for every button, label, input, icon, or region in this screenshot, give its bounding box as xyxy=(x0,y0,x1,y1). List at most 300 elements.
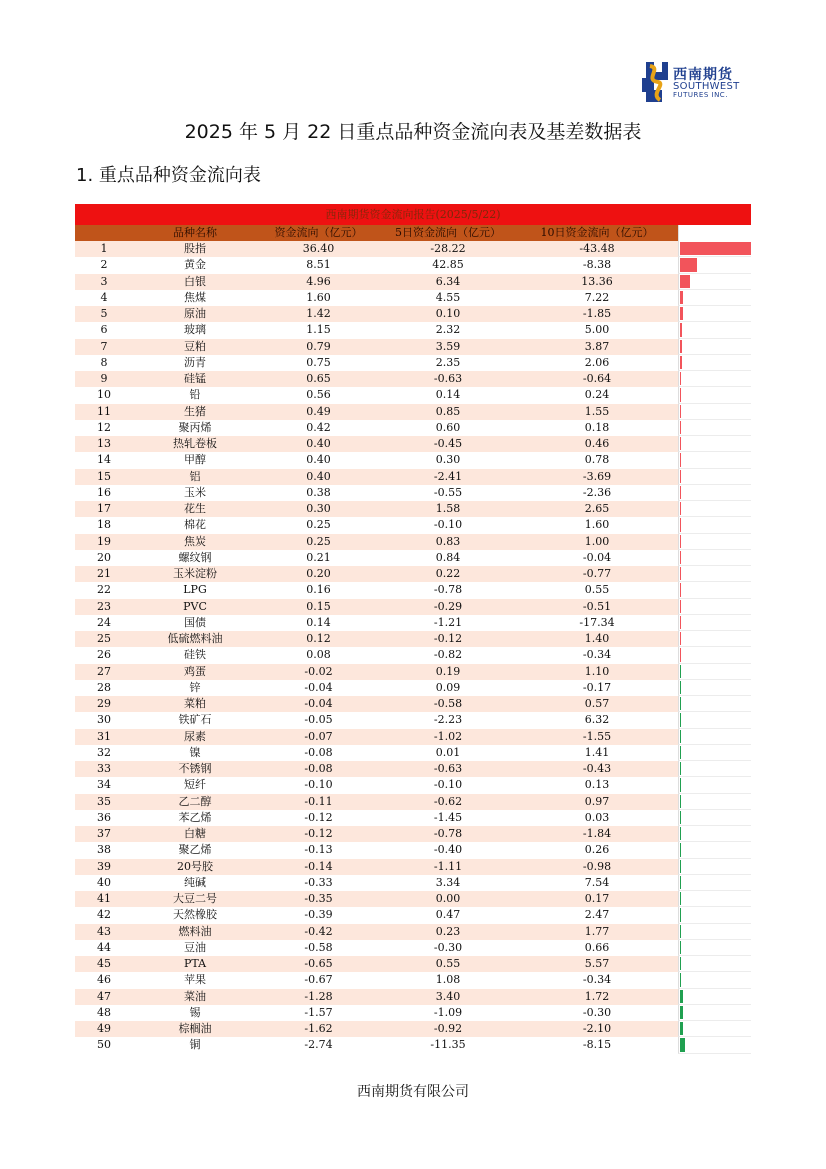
flow-bar xyxy=(680,713,681,726)
row-bar-cell xyxy=(678,322,751,338)
row-bar-cell xyxy=(678,387,751,403)
row-flow-5d: -0.45 xyxy=(380,436,516,452)
row-bar-cell xyxy=(678,566,751,582)
table-row xyxy=(75,469,751,485)
table-row xyxy=(75,501,751,517)
row-flow-1d: -0.39 xyxy=(257,907,380,923)
flow-bar xyxy=(680,1006,683,1019)
row-name: 豆油 xyxy=(133,940,257,956)
row-flow-10d: -8.38 xyxy=(516,257,678,273)
row-flow-1d: 0.38 xyxy=(257,485,380,501)
row-name: 短纤 xyxy=(133,777,257,793)
row-flow-1d: 0.65 xyxy=(257,371,380,387)
row-no: 21 xyxy=(75,566,133,582)
flow-bar xyxy=(680,892,681,905)
row-flow-1d: -1.28 xyxy=(257,989,380,1005)
row-flow-5d: -0.10 xyxy=(380,517,516,533)
row-name: 聚乙烯 xyxy=(133,842,257,858)
row-flow-5d: 3.34 xyxy=(380,875,516,891)
row-bar-cell xyxy=(678,956,751,972)
row-no: 24 xyxy=(75,615,133,631)
flow-bar xyxy=(680,551,681,564)
flow-bar xyxy=(680,567,681,580)
row-no: 9 xyxy=(75,371,133,387)
row-bar-cell xyxy=(678,241,751,257)
header-no xyxy=(75,225,133,241)
row-name: 股指 xyxy=(133,241,257,257)
row-no: 6 xyxy=(75,322,133,338)
table-row xyxy=(75,696,751,712)
row-name: 低硫燃料油 xyxy=(133,631,257,647)
row-flow-1d: 0.56 xyxy=(257,387,380,403)
row-flow-1d: 0.30 xyxy=(257,501,380,517)
footer-company: 西南期货有限公司 xyxy=(357,1084,469,1100)
row-flow-1d: -0.11 xyxy=(257,794,380,810)
row-name: 锡 xyxy=(133,1005,257,1021)
row-flow-5d: 0.60 xyxy=(380,420,516,436)
logo-english-subtext: FUTURES INC. xyxy=(673,91,728,99)
section-title: 1. 重点品种资金流向表 xyxy=(76,165,261,186)
row-no: 44 xyxy=(75,940,133,956)
row-no: 25 xyxy=(75,631,133,647)
row-flow-10d: -1.85 xyxy=(516,306,678,322)
row-no: 37 xyxy=(75,826,133,842)
logo-mark-icon xyxy=(640,60,670,104)
row-name: PTA xyxy=(133,956,257,972)
row-name: 甲醇 xyxy=(133,452,257,468)
row-flow-1d: -2.74 xyxy=(257,1037,380,1053)
fund-flow-table xyxy=(75,204,751,1054)
row-no: 7 xyxy=(75,339,133,355)
row-name: 不锈钢 xyxy=(133,761,257,777)
row-flow-5d: -0.30 xyxy=(380,940,516,956)
flow-bar xyxy=(680,908,681,921)
row-flow-1d: 0.40 xyxy=(257,436,380,452)
row-flow-1d: 0.25 xyxy=(257,517,380,533)
row-flow-10d: 0.46 xyxy=(516,436,678,452)
table-row xyxy=(75,420,751,436)
row-name: 镍 xyxy=(133,745,257,761)
row-flow-1d: -0.58 xyxy=(257,940,380,956)
row-flow-5d: -0.82 xyxy=(380,647,516,663)
row-name: 花生 xyxy=(133,501,257,517)
row-flow-10d: 0.26 xyxy=(516,842,678,858)
flow-bar xyxy=(680,437,681,450)
flow-bar xyxy=(680,827,681,840)
flow-bar xyxy=(680,1022,683,1035)
row-flow-10d: 1.00 xyxy=(516,534,678,550)
row-flow-10d: -0.43 xyxy=(516,761,678,777)
row-name: 乙二醇 xyxy=(133,794,257,810)
flow-bar xyxy=(680,405,681,418)
table-row xyxy=(75,615,751,631)
row-name: 原油 xyxy=(133,306,257,322)
flow-bar xyxy=(680,795,681,808)
flow-bar xyxy=(680,990,683,1003)
row-no: 15 xyxy=(75,469,133,485)
table-row xyxy=(75,436,751,452)
flow-bar xyxy=(680,470,681,483)
table-row xyxy=(75,875,751,891)
row-bar-cell xyxy=(678,972,751,988)
row-flow-5d: 3.40 xyxy=(380,989,516,1005)
row-no: 5 xyxy=(75,306,133,322)
report-title: 西南期货资金流向报告(2025/5/22) xyxy=(75,204,751,225)
row-no: 31 xyxy=(75,729,133,745)
row-flow-1d: -1.57 xyxy=(257,1005,380,1021)
row-flow-5d: 6.34 xyxy=(380,274,516,290)
table-row xyxy=(75,810,751,826)
row-name: 玉米淀粉 xyxy=(133,566,257,582)
table-row xyxy=(75,290,751,306)
row-no: 16 xyxy=(75,485,133,501)
flow-bar xyxy=(680,632,681,645)
flow-bar xyxy=(680,421,681,434)
flow-bar xyxy=(680,811,681,824)
row-flow-5d: -1.02 xyxy=(380,729,516,745)
row-no: 20 xyxy=(75,550,133,566)
row-flow-5d: 0.55 xyxy=(380,956,516,972)
row-flow-5d: 0.84 xyxy=(380,550,516,566)
row-bar-cell xyxy=(678,420,751,436)
row-bar-cell xyxy=(678,550,751,566)
row-no: 11 xyxy=(75,404,133,420)
table-row xyxy=(75,274,751,290)
row-flow-1d: -0.04 xyxy=(257,680,380,696)
row-name: 螺纹钢 xyxy=(133,550,257,566)
row-bar-cell xyxy=(678,989,751,1005)
flow-bar xyxy=(680,518,681,531)
row-flow-1d: -0.08 xyxy=(257,745,380,761)
row-no: 18 xyxy=(75,517,133,533)
flow-bar xyxy=(680,973,681,986)
table-row xyxy=(75,761,751,777)
flow-bar xyxy=(680,681,681,694)
flow-bar xyxy=(680,697,681,710)
row-no: 10 xyxy=(75,387,133,403)
flow-bar xyxy=(680,258,697,271)
row-flow-5d: 1.08 xyxy=(380,972,516,988)
row-flow-10d: 6.32 xyxy=(516,712,678,728)
flow-bar xyxy=(680,843,681,856)
row-no: 38 xyxy=(75,842,133,858)
row-flow-10d: 5.00 xyxy=(516,322,678,338)
row-no: 27 xyxy=(75,664,133,680)
header-name: 品种名称 xyxy=(173,226,217,239)
flow-bar xyxy=(680,535,681,548)
row-flow-10d: 0.66 xyxy=(516,940,678,956)
table-row xyxy=(75,680,751,696)
row-bar-cell xyxy=(678,355,751,371)
table-row xyxy=(75,517,751,533)
row-name: 玉米 xyxy=(133,485,257,501)
row-bar-cell xyxy=(678,306,751,322)
row-bar-cell xyxy=(678,534,751,550)
table-row xyxy=(75,387,751,403)
row-bar-cell xyxy=(678,371,751,387)
row-bar-cell xyxy=(678,907,751,923)
row-name: 铁矿石 xyxy=(133,712,257,728)
row-flow-10d: -43.48 xyxy=(516,241,678,257)
row-flow-1d: 0.40 xyxy=(257,452,380,468)
row-flow-5d: -11.35 xyxy=(380,1037,516,1053)
row-flow-1d: 1.42 xyxy=(257,306,380,322)
table-row xyxy=(75,322,751,338)
row-flow-10d: 5.57 xyxy=(516,956,678,972)
row-name: 黄金 xyxy=(133,257,257,273)
row-flow-1d: 36.40 xyxy=(257,241,380,257)
row-bar-cell xyxy=(678,436,751,452)
row-flow-5d: 0.09 xyxy=(380,680,516,696)
table-row xyxy=(75,826,751,842)
row-name: 铅 xyxy=(133,387,257,403)
row-name: 大豆二号 xyxy=(133,891,257,907)
table-row xyxy=(75,582,751,598)
row-bar-cell xyxy=(678,712,751,728)
row-flow-1d: -0.67 xyxy=(257,972,380,988)
row-no: 23 xyxy=(75,599,133,615)
row-name: 生猪 xyxy=(133,404,257,420)
flow-bar xyxy=(680,340,682,353)
row-flow-5d: 1.58 xyxy=(380,501,516,517)
row-bar-cell xyxy=(678,924,751,940)
row-flow-1d: -0.10 xyxy=(257,777,380,793)
row-flow-1d: -0.13 xyxy=(257,842,380,858)
row-bar-cell xyxy=(678,826,751,842)
row-flow-5d: 2.35 xyxy=(380,355,516,371)
row-flow-5d: -2.41 xyxy=(380,469,516,485)
row-flow-5d: 0.01 xyxy=(380,745,516,761)
row-flow-10d: 0.03 xyxy=(516,810,678,826)
row-name: 硅锰 xyxy=(133,371,257,387)
row-flow-10d: 3.87 xyxy=(516,339,678,355)
row-flow-1d: 0.14 xyxy=(257,615,380,631)
row-no: 34 xyxy=(75,777,133,793)
row-name: 纯碱 xyxy=(133,875,257,891)
table-row xyxy=(75,1005,751,1021)
row-flow-10d: 0.18 xyxy=(516,420,678,436)
row-flow-1d: -0.04 xyxy=(257,696,380,712)
row-bar-cell xyxy=(678,274,751,290)
table-row xyxy=(75,842,751,858)
row-no: 42 xyxy=(75,907,133,923)
row-flow-5d: -0.63 xyxy=(380,371,516,387)
row-flow-10d: -0.98 xyxy=(516,859,678,875)
row-flow-5d: -1.45 xyxy=(380,810,516,826)
row-flow-10d: 1.60 xyxy=(516,517,678,533)
row-flow-10d: -2.10 xyxy=(516,1021,678,1037)
flow-bar xyxy=(680,925,681,938)
flow-bar xyxy=(680,502,681,515)
logo-chinese-text: 西南期货 xyxy=(673,67,733,83)
row-flow-10d: 0.78 xyxy=(516,452,678,468)
table-row xyxy=(75,257,751,273)
table-row xyxy=(75,972,751,988)
row-bar-cell xyxy=(678,777,751,793)
row-flow-10d: -0.17 xyxy=(516,680,678,696)
row-flow-1d: 0.79 xyxy=(257,339,380,355)
table-row xyxy=(75,599,751,615)
row-no: 41 xyxy=(75,891,133,907)
flow-bar xyxy=(680,486,681,499)
row-flow-5d: -0.40 xyxy=(380,842,516,858)
row-flow-1d: 0.08 xyxy=(257,647,380,663)
row-name: 天然橡胶 xyxy=(133,907,257,923)
row-name: 棉花 xyxy=(133,517,257,533)
row-flow-1d: -0.42 xyxy=(257,924,380,940)
flow-bar xyxy=(680,356,682,369)
row-flow-1d: -1.62 xyxy=(257,1021,380,1037)
row-flow-10d: -0.51 xyxy=(516,599,678,615)
row-no: 32 xyxy=(75,745,133,761)
row-flow-5d: -28.22 xyxy=(380,241,516,257)
row-flow-10d: 2.65 xyxy=(516,501,678,517)
row-bar-cell xyxy=(678,582,751,598)
row-bar-cell xyxy=(678,647,751,663)
row-no: 2 xyxy=(75,257,133,273)
table-row xyxy=(75,339,751,355)
row-no: 4 xyxy=(75,290,133,306)
flow-bar xyxy=(680,876,681,889)
row-flow-1d: 0.42 xyxy=(257,420,380,436)
row-no: 36 xyxy=(75,810,133,826)
row-flow-5d: -0.92 xyxy=(380,1021,516,1037)
row-bar-cell xyxy=(678,875,751,891)
row-flow-1d: 0.16 xyxy=(257,582,380,598)
row-no: 46 xyxy=(75,972,133,988)
row-flow-10d: -1.55 xyxy=(516,729,678,745)
row-bar-cell xyxy=(678,1037,751,1053)
row-no: 49 xyxy=(75,1021,133,1037)
table-row xyxy=(75,891,751,907)
row-bar-cell xyxy=(678,1005,751,1021)
row-name: 国债 xyxy=(133,615,257,631)
row-flow-5d: -1.11 xyxy=(380,859,516,875)
row-bar-cell xyxy=(678,891,751,907)
row-flow-5d: -0.29 xyxy=(380,599,516,615)
header-flow-5d: 5日资金流向（亿元） xyxy=(395,226,501,239)
row-name: 菜粕 xyxy=(133,696,257,712)
row-flow-5d: 0.47 xyxy=(380,907,516,923)
row-bar-cell xyxy=(678,1021,751,1037)
table-row xyxy=(75,859,751,875)
row-bar-cell xyxy=(678,729,751,745)
row-no: 40 xyxy=(75,875,133,891)
row-name: 鸡蛋 xyxy=(133,664,257,680)
row-flow-1d: -0.02 xyxy=(257,664,380,680)
row-flow-10d: 1.10 xyxy=(516,664,678,680)
row-flow-10d: 1.77 xyxy=(516,924,678,940)
flow-bar xyxy=(680,291,683,304)
row-flow-1d: -0.12 xyxy=(257,810,380,826)
table-row xyxy=(75,485,751,501)
row-no: 50 xyxy=(75,1037,133,1053)
row-flow-10d: 0.97 xyxy=(516,794,678,810)
row-flow-5d: 3.59 xyxy=(380,339,516,355)
row-no: 47 xyxy=(75,989,133,1005)
row-name: 沥青 xyxy=(133,355,257,371)
table-row xyxy=(75,745,751,761)
row-flow-10d: 1.55 xyxy=(516,404,678,420)
logo-english-text: SOUTHWEST xyxy=(673,81,740,92)
row-no: 3 xyxy=(75,274,133,290)
table-row xyxy=(75,306,751,322)
table-row xyxy=(75,1021,751,1037)
row-no: 43 xyxy=(75,924,133,940)
row-flow-1d: 4.96 xyxy=(257,274,380,290)
flow-bar xyxy=(680,665,681,678)
header-bar xyxy=(678,225,751,241)
row-no: 30 xyxy=(75,712,133,728)
row-flow-10d: -0.30 xyxy=(516,1005,678,1021)
row-flow-10d: -0.64 xyxy=(516,371,678,387)
row-bar-cell xyxy=(678,404,751,420)
row-flow-1d: -0.14 xyxy=(257,859,380,875)
flow-bar xyxy=(680,388,681,401)
row-flow-10d: -0.04 xyxy=(516,550,678,566)
table-row xyxy=(75,452,751,468)
row-no: 45 xyxy=(75,956,133,972)
flow-bar xyxy=(680,275,690,288)
row-flow-10d: -2.36 xyxy=(516,485,678,501)
row-flow-10d: 2.06 xyxy=(516,355,678,371)
table-row xyxy=(75,712,751,728)
row-flow-5d: 0.85 xyxy=(380,404,516,420)
row-bar-cell xyxy=(678,615,751,631)
row-name: 锌 xyxy=(133,680,257,696)
row-name: 铜 xyxy=(133,1037,257,1053)
row-no: 12 xyxy=(75,420,133,436)
flow-bar xyxy=(680,323,682,336)
row-name: 白糖 xyxy=(133,826,257,842)
row-bar-cell xyxy=(678,452,751,468)
row-flow-10d: 0.24 xyxy=(516,387,678,403)
flow-bar xyxy=(680,957,681,970)
table-row xyxy=(75,664,751,680)
flow-bar xyxy=(680,242,751,255)
row-flow-5d: -1.09 xyxy=(380,1005,516,1021)
table-row xyxy=(75,956,751,972)
row-flow-10d: 1.72 xyxy=(516,989,678,1005)
row-flow-5d: 0.83 xyxy=(380,534,516,550)
row-name: LPG xyxy=(133,582,257,598)
row-bar-cell xyxy=(678,745,751,761)
row-name: 焦煤 xyxy=(133,290,257,306)
row-no: 29 xyxy=(75,696,133,712)
row-bar-cell xyxy=(678,469,751,485)
row-flow-1d: 1.60 xyxy=(257,290,380,306)
row-flow-5d: 0.22 xyxy=(380,566,516,582)
row-name: 热轧卷板 xyxy=(133,436,257,452)
flow-bar xyxy=(680,762,681,775)
row-flow-10d: 0.55 xyxy=(516,582,678,598)
flow-bar xyxy=(680,372,681,385)
row-flow-10d: 0.17 xyxy=(516,891,678,907)
row-no: 13 xyxy=(75,436,133,452)
flow-bar xyxy=(680,1038,685,1051)
row-name: 焦炭 xyxy=(133,534,257,550)
row-flow-10d: 7.54 xyxy=(516,875,678,891)
row-flow-10d: -0.34 xyxy=(516,647,678,663)
row-bar-cell xyxy=(678,859,751,875)
row-flow-5d: -0.63 xyxy=(380,761,516,777)
row-name: 聚丙烯 xyxy=(133,420,257,436)
row-flow-1d: -0.07 xyxy=(257,729,380,745)
row-bar-cell xyxy=(678,810,751,826)
table-header-row xyxy=(75,225,751,241)
row-flow-5d: -1.21 xyxy=(380,615,516,631)
row-flow-5d: 2.32 xyxy=(380,322,516,338)
